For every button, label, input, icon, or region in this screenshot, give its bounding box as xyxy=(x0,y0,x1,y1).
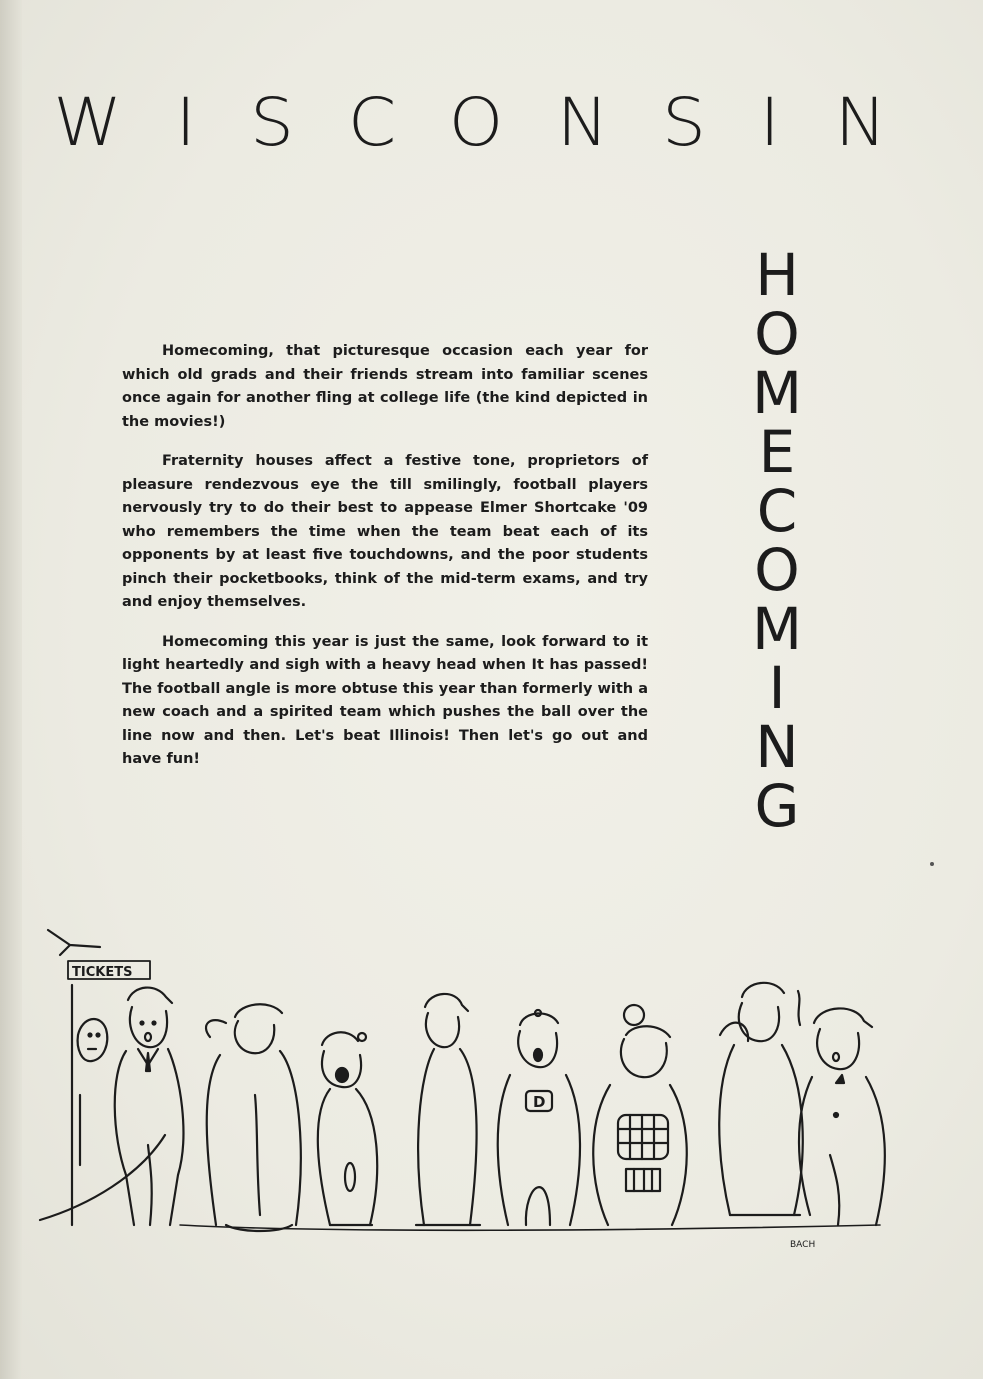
section-title-letter: N xyxy=(755,713,799,781)
section-title-letter: M xyxy=(751,359,803,427)
section-title-letter: E xyxy=(758,418,796,486)
section-title-letter: O xyxy=(754,536,800,604)
article-body xyxy=(122,340,648,788)
woman-with-plaid-bag-figure xyxy=(593,1005,687,1225)
man-hand-on-face-figure xyxy=(719,983,802,1215)
section-title-letter: C xyxy=(756,477,798,545)
page-gutter-shadow xyxy=(0,0,22,1379)
section-title-letter: M xyxy=(751,595,803,663)
masthead-title xyxy=(53,84,887,161)
article-paragraph: Fraternity houses affect a festive tone, proprietors of pleasure rendezvous eye the till smilingly, football players nervously try to do their best to appease Elmer Shortcake '09 who remembers the time when the team beat each of its opponents by at least five touchdowns, and the poor students pinch their pocketbooks, think of the mid-term exams, and try and enjoy themselves. xyxy=(122,453,648,610)
overalls-letter-text: D xyxy=(533,1093,546,1111)
ticket-booth-drawing xyxy=(40,930,165,1225)
man-in-suit-figure xyxy=(115,988,184,1225)
artist-signature: BACH xyxy=(790,1240,816,1250)
masthead-letter: N xyxy=(556,84,609,161)
man-with-hat-figure xyxy=(798,991,885,1225)
tickets-sign-text: TICKETS xyxy=(72,965,133,980)
woman-in-coat-figure xyxy=(206,1004,301,1231)
section-title-letter: G xyxy=(754,772,800,840)
masthead-letter: C xyxy=(347,84,396,161)
section-title-vertical xyxy=(727,241,827,840)
masthead-letter: I xyxy=(759,84,781,161)
masthead-letter: S xyxy=(661,84,706,161)
article-paragraph: Homecoming this year is just the same, look forward to it light heartedly and sigh with a heavy head when It has passed! The football angle is more obtuse this year than formerly with a new coach and a spirited team which pushes the ball over the line now and then. Let's beat Illinois! Then let's go out and have fun! xyxy=(122,633,648,767)
student-in-overalls-figure xyxy=(498,1010,580,1225)
woman-with-hat-figure xyxy=(416,994,480,1225)
homecoming-crowd-illustration xyxy=(30,925,900,1265)
masthead-letter: S xyxy=(249,84,294,161)
masthead-letter: I xyxy=(175,84,196,161)
masthead-letter: N xyxy=(834,84,887,161)
section-title-letter: O xyxy=(754,300,800,368)
yelling-student-figure xyxy=(318,1032,377,1225)
section-title-letter: H xyxy=(755,241,799,309)
masthead-letter: O xyxy=(448,84,504,161)
booth-attendant-figure xyxy=(78,1019,108,1061)
section-title-letter: I xyxy=(768,654,786,722)
article-paragraph: Homecoming, that picturesque occasion each year for which old grads and their friends stream into familiar scenes once again for another fling at college life (the kind depicted in the movies!) xyxy=(122,343,648,430)
ink-speck xyxy=(930,862,934,866)
masthead-letter: W xyxy=(53,84,122,161)
